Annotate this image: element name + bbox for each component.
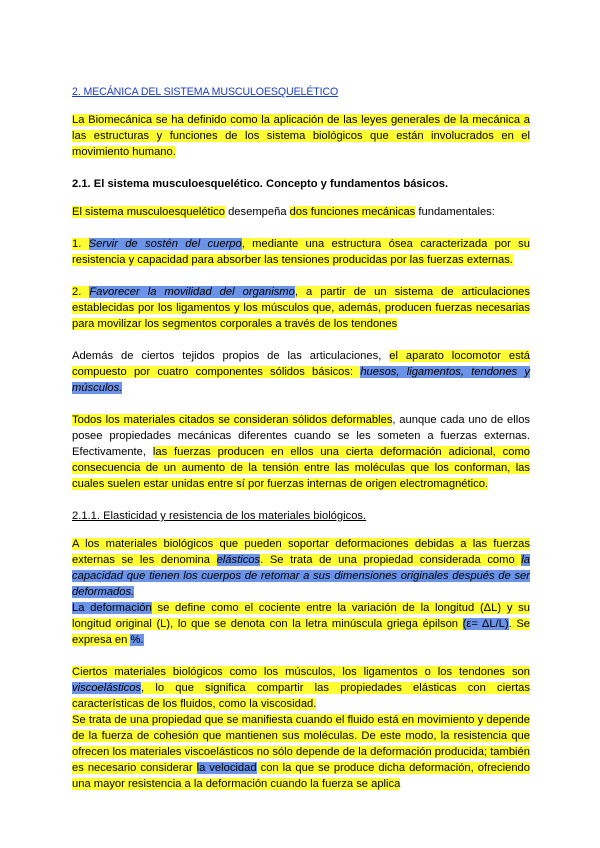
viscosity-tail: con la que se produce dicha deformación, ofreciendo una mayor resistencia a la deformación cuando la fuerza se aplica bbox=[72, 762, 530, 790]
elastic-definition: la capacidad que tienen los cuerpos de retomar a sus dimensiones originales después de ser deformados. bbox=[72, 554, 530, 598]
elastic-paragraph bbox=[72, 536, 530, 600]
deformable-paragraph bbox=[72, 412, 530, 492]
list-item-2-number: 2. bbox=[72, 286, 90, 298]
list-item-1-number: 1. bbox=[72, 238, 89, 250]
viscoelastic-tail: , lo que significa compartir las propiedades elásticas con ciertas características de los fluidos, como la viscosidad. bbox=[72, 682, 530, 710]
deformation-paragraph bbox=[72, 600, 530, 648]
list-item-2 bbox=[72, 284, 530, 332]
viscoelastic-lead: Ciertos materiales biológicos como los músculos, los ligamentos o los tendones son bbox=[72, 666, 530, 678]
viscosity-paragraph bbox=[72, 712, 530, 792]
elastic-middle: . Se trata de una propiedad considerada como bbox=[260, 554, 522, 566]
components-list: huesos, ligamentos, tendones y músculos. bbox=[72, 366, 530, 394]
deformation-formula: (ε= ΔL/L) bbox=[462, 618, 509, 630]
components-paragraph bbox=[72, 348, 530, 396]
list-item-1-emphasis: Servir de sostén del cuerpo bbox=[88, 238, 242, 250]
components-intro: Además de ciertos tejidos propios de las articulaciones, bbox=[72, 350, 390, 362]
deformation-unit-text: . Se expresa en bbox=[72, 618, 530, 646]
functions-count: dos funciones mecánicas bbox=[289, 206, 416, 218]
subsection-heading-2-1-1: 2.1.1. Elasticidad y resistencia de los materiales biológicos. bbox=[72, 510, 367, 522]
subsection-heading-2-1: 2.1. El sistema musculoesquelético. Concepto y fundamentos básicos. bbox=[72, 178, 449, 190]
viscoelastic-paragraph bbox=[72, 664, 530, 712]
deformable-tail: las fuerzas producen en ellos una cierta deformación adicional, como consecuencia de un aumento de la tensión entre las moléculas que los conforman, las cuales suelen estar unidas entre sí por fuerzas internas de origen electromagnético. bbox=[72, 446, 531, 490]
list-item-1-text: , mediante una estructura ósea caracterizada por su resistencia y capacidad para absorber las tensiones producidas por las fuerzas externas. bbox=[72, 238, 530, 266]
section-title bbox=[72, 84, 530, 100]
intro-text: La Biomecánica se ha definido como la aplicación de las leyes generales de la mecánica a las estructuras y funciones de los sistema biológicos que están involucrados en el movimiento humano. bbox=[72, 114, 530, 158]
components-text: el aparato locomotor está compuesto por cuatro componentes sólidos básicos: bbox=[72, 350, 530, 378]
deformation-unit: %. bbox=[130, 634, 144, 646]
document-page bbox=[72, 84, 530, 808]
functions-verb: desempeña bbox=[224, 206, 290, 218]
list-item-2-emphasis: Favorecer la movilidad del organismo bbox=[89, 286, 295, 298]
list-item-2-text: , a partir de un sistema de articulaciones establecidas por los ligamentos y los músculos que, además, producen fuerzas necesarias para movilizar los segmentos corporales a través de los tendones bbox=[72, 286, 530, 330]
deformable-lead: Todos los materiales citados se consideran sólidos deformables bbox=[72, 414, 393, 426]
elastic-lead: A los materiales biológicos que pueden soportar deformaciones debidas a las fuerzas externas se les denomina bbox=[72, 538, 530, 566]
deformation-text: se define como el cociente entre la variación de la longitud (ΔL) y su longitud original (L), lo que se denota con la letra minúscula griega épilson bbox=[72, 602, 530, 630]
list-item-1 bbox=[72, 236, 530, 268]
intro-paragraph bbox=[72, 112, 530, 160]
functions-subject: El sistema musculoesquelético bbox=[72, 206, 225, 218]
deformation-term: La deformación bbox=[72, 602, 152, 614]
functions-tail: fundamentales: bbox=[415, 206, 495, 218]
viscosity-lead: Se trata de una propiedad que se manifiesta cuando el fluido está en movimiento y depende de la fuerza de cohesión que mantienen sus moléculas. De este modo, la resistencia que ofrecen los materiales viscoelásticos no sólo depende de la deformación producida; también es necesario considerar bbox=[72, 714, 530, 774]
viscosity-velocity: la velocidad bbox=[196, 762, 257, 774]
deformable-middle: , aunque cada uno de ellos posee propiedades mecánicas diferentes cuando se les someten a fuerzas externas. Efectivamente, bbox=[72, 414, 531, 458]
viscoelastic-term: viscoelásticos bbox=[72, 682, 142, 694]
functions-paragraph bbox=[72, 204, 530, 220]
section-title-link[interactable]: 2. MECÁNICA DEL SISTEMA MUSCULOESQUELÉTICO bbox=[72, 86, 339, 98]
elastic-term: elásticos bbox=[216, 554, 261, 566]
